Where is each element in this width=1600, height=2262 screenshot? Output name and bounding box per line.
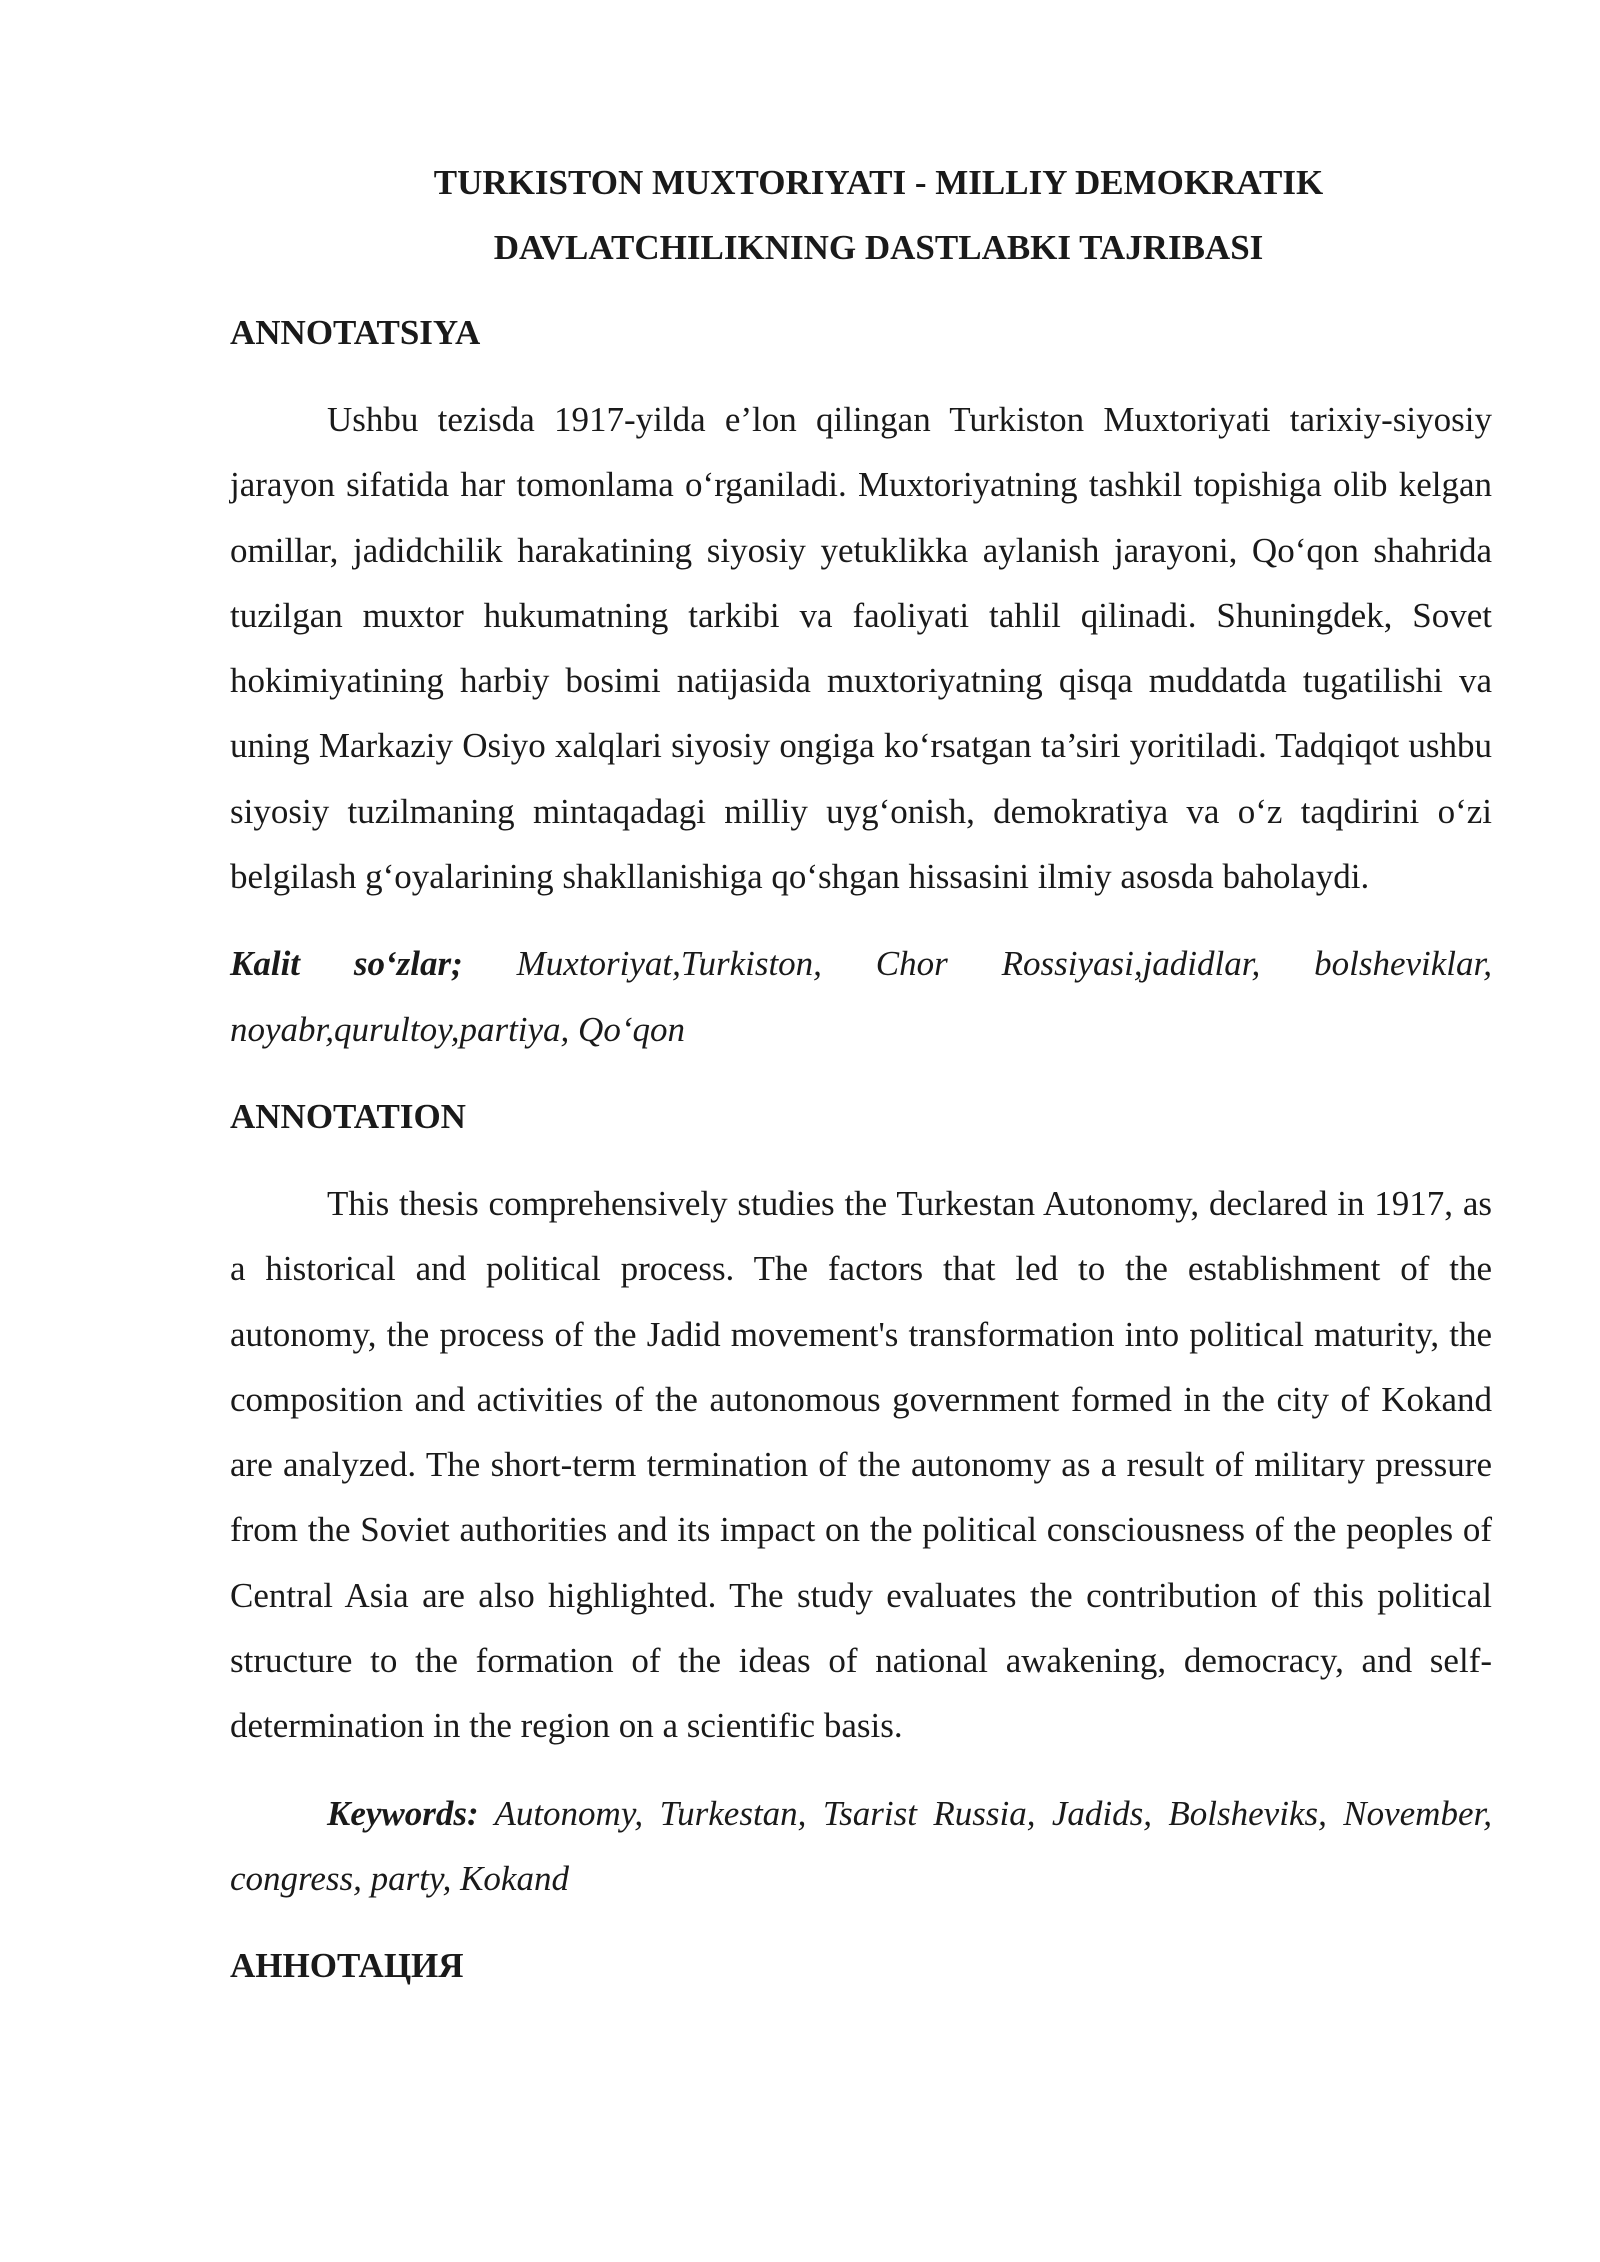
english-keywords bbox=[230, 1781, 1492, 1912]
uzbek-abstract-text: Ushbu tezisda 1917-yilda e’lon qilingan Turkiston Muxtoriyati tarixiy-siyosiy jarayon sifatida har tomonlama o‘rganiladi. Muxtoriyatning tashkil topishiga olib kelgan omillar, jadidchilik harakatining siyosiy yetuklikka aylanish jarayoni, Qo‘qon shahrida tuzilgan muxtor hukumatning tarkibi va faoliyati tahlil qilinadi. Shuningdek, Sovet hokimiyatining harbiy bosimi natijasida muxtoriyatning qisqa muddatda tugatilishi va uning Markaziy Osiyo xalqlari siyosiy ongiga ko‘rsatgan ta’siri yoritiladi. Tadqiqot ushbu siyosiy tuzilmaning mintaqadagi milliy uyg‘onish, demokratiya va o‘z taqdirini o‘zi belgilash g‘oyalarining shakllanishiga qo‘shgan hissasini ilmiy asosda baholaydi. bbox=[230, 400, 1492, 897]
document-page bbox=[230, 150, 1492, 2020]
english-abstract-text: This thesis comprehensively studies the Turkestan Autonomy, declared in 1917, as a historical and political process. The factors that led to the establishment of the autonomy, the process of the Jadid movement's transformation into political maturity, the composition and activities of the autonomous government formed in the city of Kokand are analyzed. The short-term termination of the autonomy as a result of military pressure from the Soviet authorities and its impact on the political consciousness of the peoples of Central Asia are also highlighted. The study evaluates the contribution of this political structure to the formation of the ideas of national awakening, democracy, and self-determination in the region on a scientific basis. bbox=[230, 1183, 1492, 1746]
uzbek-keywords-label: Kalit so‘zlar; bbox=[230, 944, 463, 984]
english-abstract-heading: ANNOTATION bbox=[230, 1096, 466, 1136]
russian-abstract-heading: АННОТАЦИЯ bbox=[230, 1946, 464, 1986]
russian-abstract-section bbox=[230, 1933, 1492, 1998]
paper-title bbox=[230, 150, 1492, 280]
uzbek-abstract-section bbox=[230, 300, 1492, 1062]
paper-title-line-1: TURKISTON MUXTORIYATI - MILLIY DEMOKRATIK bbox=[433, 163, 1324, 202]
english-keywords-label: Keywords: bbox=[327, 1793, 479, 1833]
uzbek-abstract-heading: ANNOTATSIYA bbox=[230, 313, 481, 352]
english-abstract-section bbox=[230, 1084, 1492, 1911]
english-keywords-list: Autonomy, Turkestan, Tsarist Russia, Jadids, Bolsheviks, November, congress, party, Kokand bbox=[230, 1793, 1492, 1898]
paper-title-line-2: DAVLATCHILIKNING DASTLABKI TAJRIBASI bbox=[493, 228, 1264, 267]
uzbek-keywords-list: Muxtoriyat,Turkiston, Chor Rossiyasi,jadidlar, bolsheviklar, noyabr,qurultoy,partiya, Qo‘qon bbox=[230, 944, 1492, 1049]
uzbek-keywords bbox=[230, 931, 1492, 1062]
